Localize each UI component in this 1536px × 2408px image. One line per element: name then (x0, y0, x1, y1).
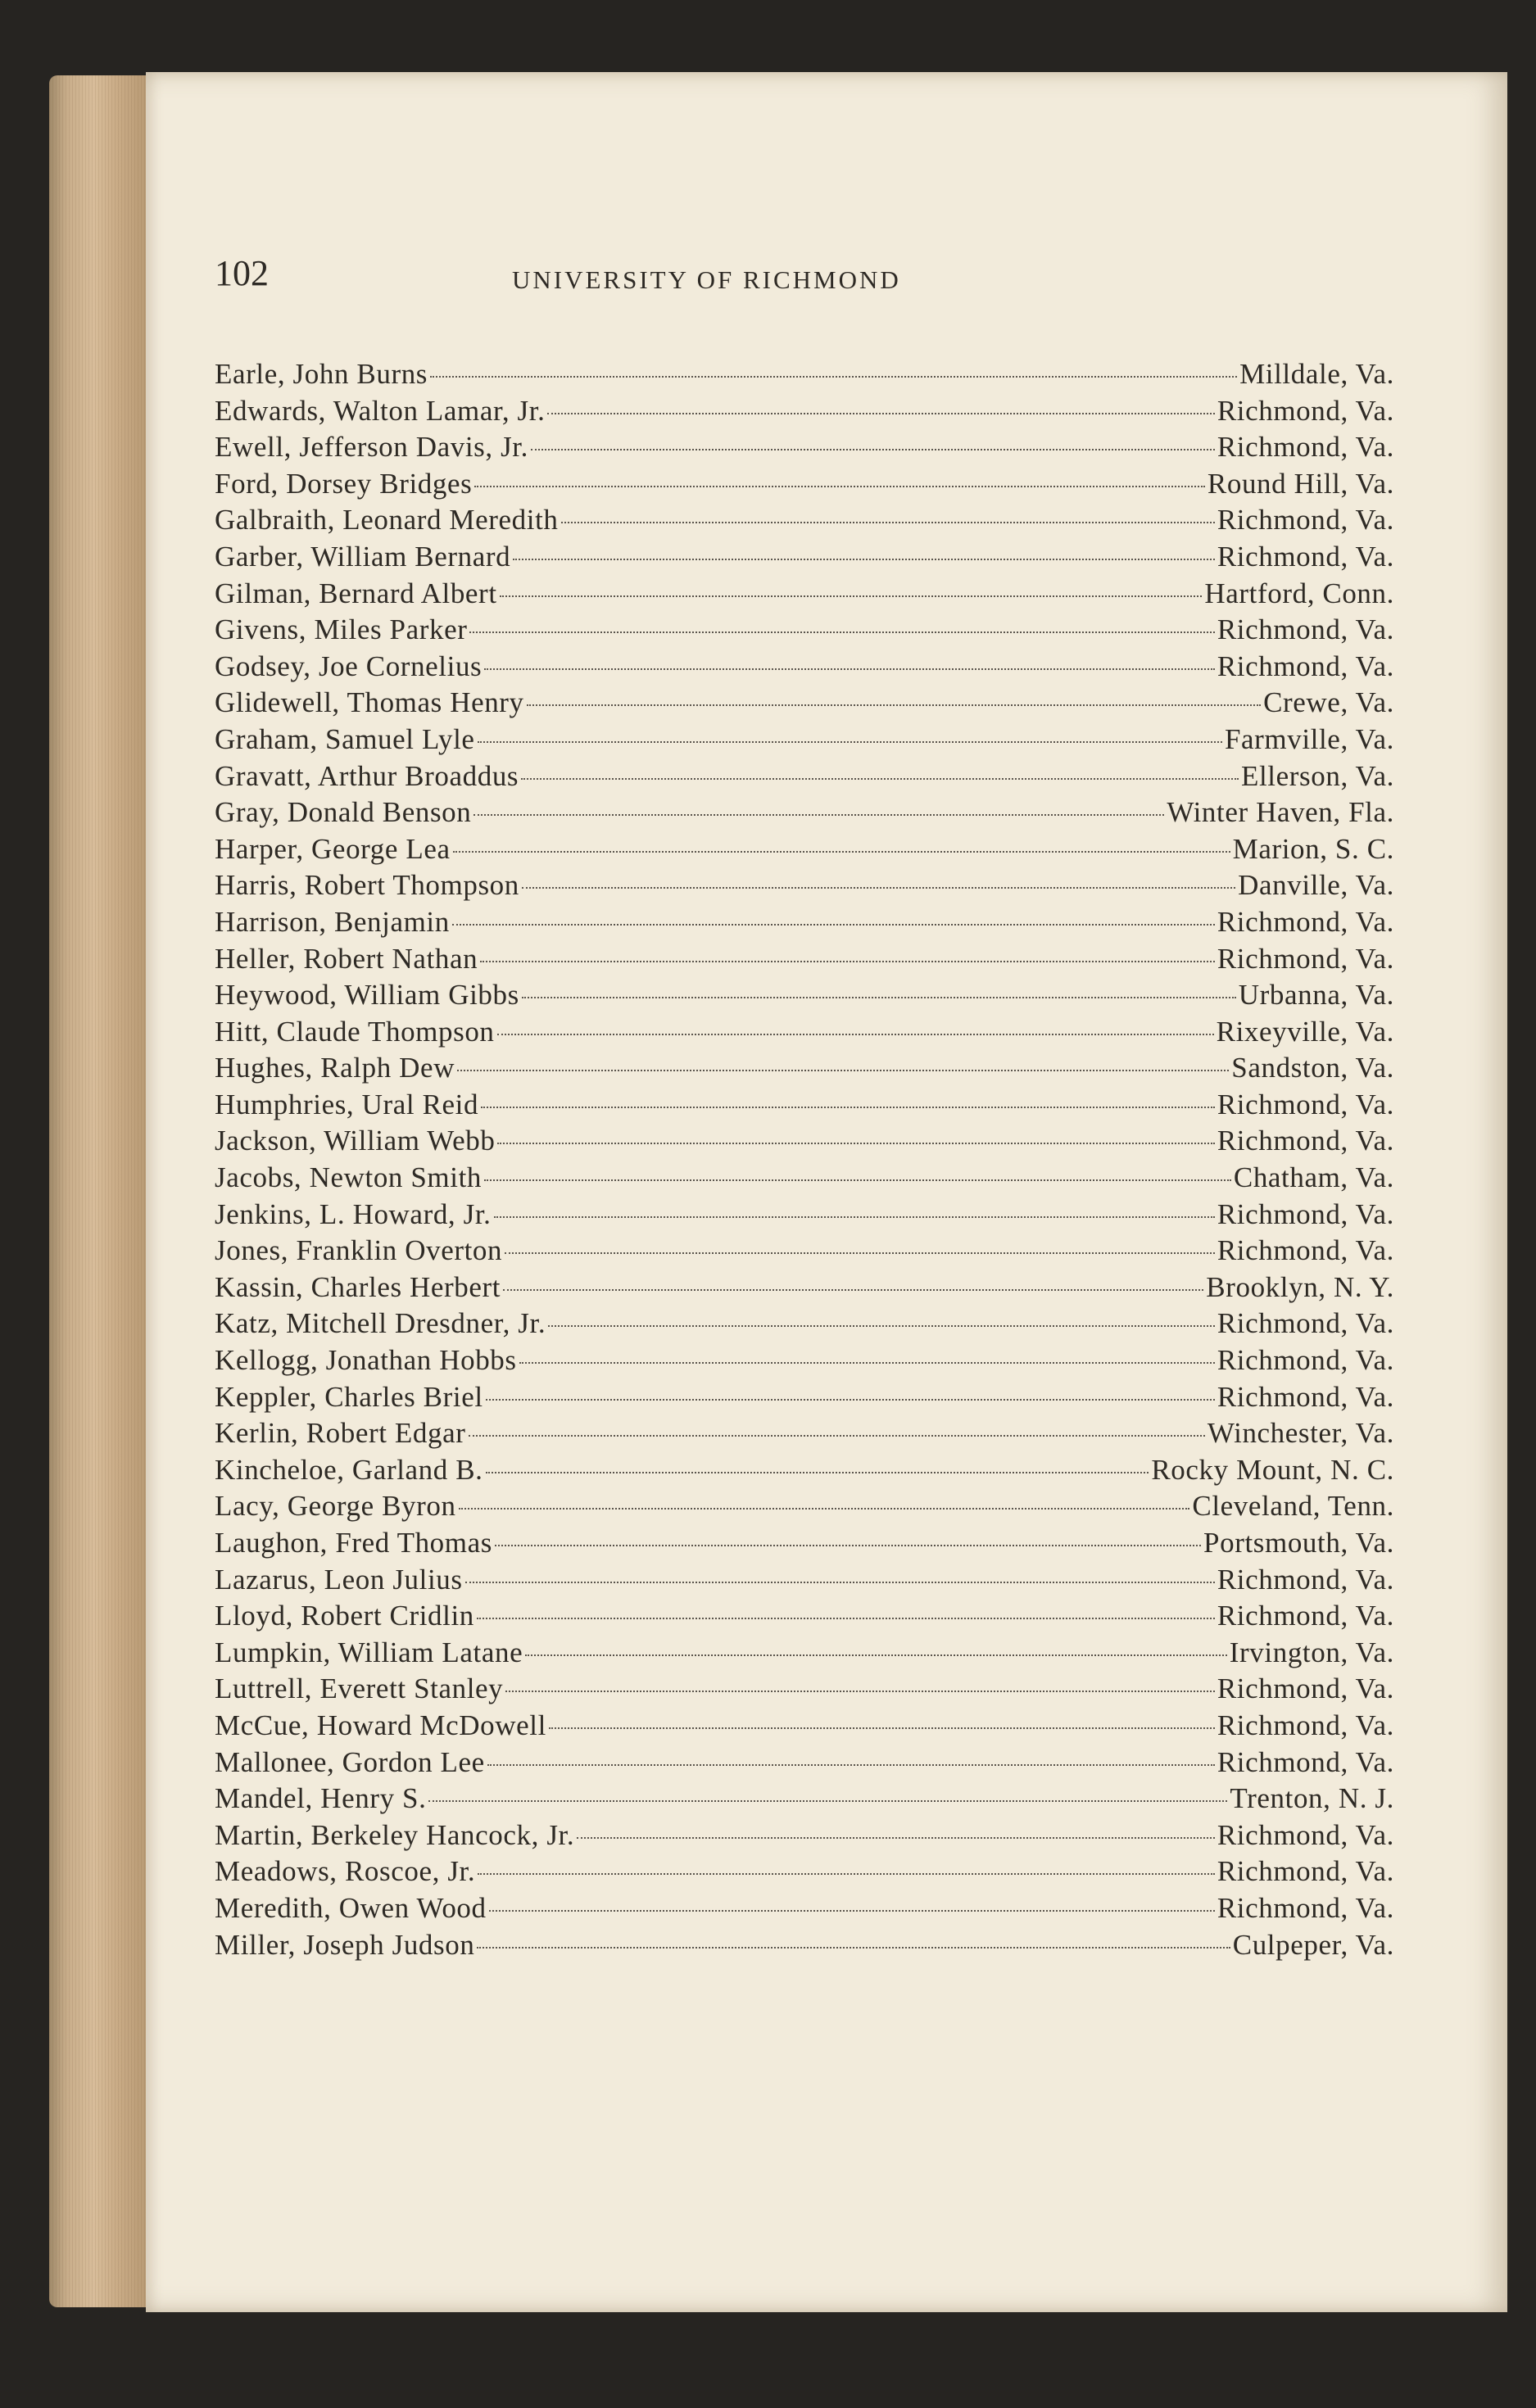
hometown: Urbanna, Va. (1238, 979, 1394, 1012)
student-name: Katz, Mitchell Dresdner, Jr. (215, 1307, 546, 1340)
student-name: Laughon, Fred Thomas (215, 1527, 492, 1559)
dot-leader (505, 1252, 1215, 1254)
student-name: Harrison, Benjamin (215, 905, 450, 938)
hometown: Richmond, Va. (1217, 942, 1394, 975)
hometown: Richmond, Va. (1217, 1600, 1394, 1632)
hometown: Brooklyn, N. Y. (1206, 1270, 1394, 1303)
dot-leader (474, 486, 1205, 487)
directory-entry (215, 650, 1394, 687)
student-name: Ewell, Jefferson Davis, Jr. (215, 431, 528, 464)
hometown: Richmond, Va. (1217, 613, 1394, 646)
hometown: Richmond, Va. (1217, 1672, 1394, 1705)
student-name: Humphries, Ural Reid (215, 1088, 479, 1120)
student-name: Gilman, Bernard Albert (215, 577, 497, 609)
hometown: Richmond, Va. (1217, 1307, 1394, 1340)
dot-leader (561, 522, 1215, 523)
hometown: Rocky Mount, N. C. (1151, 1453, 1394, 1486)
directory-entry (215, 468, 1394, 505)
directory-entry (215, 979, 1394, 1016)
student-name: Edwards, Walton Lamar, Jr. (215, 394, 546, 427)
directory-entry (215, 1929, 1394, 1966)
student-name: Godsey, Joe Cornelius (215, 650, 483, 682)
directory-entry (215, 577, 1394, 614)
student-name: Lumpkin, William Latane (215, 1636, 523, 1668)
directory-entry (215, 1344, 1394, 1381)
directory-entry (215, 869, 1394, 906)
directory-entry (215, 1672, 1394, 1709)
directory-entry (215, 1381, 1394, 1418)
directory-entry (215, 833, 1394, 870)
hometown: Culpeper, Va. (1232, 1928, 1394, 1961)
student-name: Lloyd, Robert Cridlin (215, 1600, 474, 1632)
dot-leader (457, 1070, 1229, 1071)
hometown: Richmond, Va. (1217, 650, 1394, 682)
hometown: Richmond, Va. (1217, 1234, 1394, 1267)
dot-leader (513, 559, 1215, 560)
directory-entry (215, 906, 1394, 943)
hometown: Round Hill, Va. (1207, 467, 1394, 500)
hometown: Chatham, Va. (1233, 1161, 1394, 1194)
hometown: Crewe, Va. (1263, 686, 1394, 719)
hometown: Trenton, N. J. (1230, 1782, 1394, 1815)
directory-entry (215, 1016, 1394, 1052)
student-name: Martin, Berkeley Hancock, Jr. (215, 1818, 575, 1851)
student-name: Miller, Joseph Judson (215, 1928, 475, 1961)
dot-leader (486, 1472, 1149, 1473)
student-name: Kellogg, Jonathan Hobbs (215, 1344, 517, 1377)
hometown: Richmond, Va. (1217, 1125, 1394, 1157)
hometown: Milldale, Va. (1239, 358, 1394, 390)
hometown: Richmond, Va. (1217, 1855, 1394, 1888)
dot-leader (521, 778, 1239, 780)
student-name: Harper, George Lea (215, 832, 451, 865)
student-name: Graham, Samuel Lyle (215, 722, 475, 755)
hometown: Richmond, Va. (1217, 1088, 1394, 1120)
running-head: UNIVERSITY OF RICHMOND (512, 265, 901, 294)
dot-leader (486, 1399, 1215, 1401)
directory-entry (215, 1527, 1394, 1564)
directory-entry (215, 1855, 1394, 1892)
student-name: Kerlin, Robert Edgar (215, 1417, 466, 1450)
student-name: Jenkins, L. Howard, Jr. (215, 1197, 492, 1230)
student-name: Hitt, Claude Thompson (215, 1015, 495, 1048)
student-name: Kincheloe, Garland B. (215, 1453, 483, 1486)
dot-leader (465, 1582, 1215, 1583)
student-name: Garber, William Bernard (215, 540, 511, 573)
dot-leader (549, 1727, 1215, 1729)
hometown: Richmond, Va. (1217, 1563, 1394, 1596)
hometown: Richmond, Va. (1217, 905, 1394, 938)
hometown: Marion, S. C. (1232, 832, 1394, 865)
hometown: Richmond, Va. (1217, 1197, 1394, 1230)
dot-leader (495, 1545, 1201, 1546)
hometown: Rixeyville, Va. (1216, 1015, 1394, 1048)
student-name: Mallonee, Gordon Lee (215, 1745, 485, 1778)
directory-entry (215, 613, 1394, 650)
student-name: Meadows, Roscoe, Jr. (215, 1855, 476, 1888)
directory-entry (215, 1198, 1394, 1235)
directory-entry (215, 943, 1394, 980)
directory-entry (215, 1746, 1394, 1783)
dot-leader (527, 704, 1261, 706)
hometown: Winter Haven, Fla. (1167, 796, 1394, 829)
student-name: Earle, John Burns (215, 358, 428, 390)
directory-entry (215, 1782, 1394, 1819)
book-page-edges (49, 75, 147, 2307)
directory-entry (215, 431, 1394, 468)
directory-entry (215, 1600, 1394, 1636)
directory-entry (215, 504, 1394, 541)
dot-leader (477, 1947, 1230, 1949)
hometown: Richmond, Va. (1217, 394, 1394, 427)
hometown: Portsmouth, Va. (1203, 1527, 1394, 1559)
student-name: McCue, Howard McDowell (215, 1709, 546, 1741)
dot-leader (478, 1873, 1215, 1875)
directory-entry (215, 1454, 1394, 1491)
directory-entry (215, 1564, 1394, 1600)
dot-leader (489, 1910, 1215, 1912)
hometown: Irvington, Va. (1229, 1636, 1394, 1668)
hometown: Cleveland, Tenn. (1192, 1490, 1394, 1523)
student-directory-list (215, 358, 1394, 1965)
dot-leader (484, 1179, 1231, 1181)
hometown: Richmond, Va. (1217, 540, 1394, 573)
student-name: Mandel, Henry S. (215, 1782, 427, 1815)
dot-leader (531, 449, 1215, 450)
dot-leader (500, 595, 1203, 597)
hometown: Richmond, Va. (1217, 504, 1394, 536)
dot-leader (481, 1107, 1215, 1108)
dot-leader (459, 1508, 1190, 1510)
dot-leader (478, 741, 1222, 743)
directory-entry (215, 1819, 1394, 1856)
directory-entry (215, 686, 1394, 723)
hometown: Richmond, Va. (1217, 1344, 1394, 1377)
student-name: Jones, Franklin Overton (215, 1234, 503, 1267)
hometown: Danville, Va. (1238, 869, 1394, 902)
hometown: Farmville, Va. (1224, 722, 1394, 755)
hometown: Richmond, Va. (1217, 431, 1394, 464)
directory-entry (215, 1636, 1394, 1673)
directory-entry (215, 358, 1394, 395)
dot-leader (428, 1800, 1227, 1802)
hometown: Winchester, Va. (1207, 1417, 1394, 1450)
directory-entry (215, 1307, 1394, 1344)
directory-entry (215, 760, 1394, 797)
hometown: Ellerson, Va. (1241, 759, 1394, 792)
directory-entry (215, 1052, 1394, 1089)
dot-leader (497, 1034, 1214, 1035)
dot-leader (505, 1691, 1215, 1692)
hometown: Richmond, Va. (1217, 1745, 1394, 1778)
directory-entry (215, 1709, 1394, 1746)
student-name: Kassin, Charles Herbert (215, 1270, 501, 1303)
dot-leader (577, 1837, 1215, 1839)
directory-entry (215, 796, 1394, 833)
dot-leader (525, 1654, 1227, 1656)
dot-leader (547, 413, 1214, 414)
dot-leader (522, 887, 1235, 889)
student-name: Meredith, Owen Wood (215, 1891, 487, 1924)
student-name: Jacobs, Newton Smith (215, 1161, 483, 1194)
student-name: Jackson, William Webb (215, 1125, 496, 1157)
dot-leader (452, 924, 1215, 926)
student-name: Gravatt, Arthur Broaddus (215, 759, 519, 792)
page-number: 102 (215, 253, 269, 293)
dot-leader (473, 814, 1164, 816)
dot-leader (519, 1362, 1215, 1364)
hometown: Sandston, Va. (1231, 1052, 1394, 1084)
directory-entry (215, 1892, 1394, 1929)
student-name: Glidewell, Thomas Henry (215, 686, 524, 719)
dot-leader (469, 631, 1214, 633)
student-name: Heywood, William Gibbs (215, 979, 519, 1012)
student-name: Lacy, George Byron (215, 1490, 456, 1523)
dot-leader (497, 1143, 1214, 1144)
hometown: Richmond, Va. (1217, 1709, 1394, 1741)
hometown: Richmond, Va. (1217, 1891, 1394, 1924)
dot-leader (477, 1618, 1215, 1619)
directory-entry (215, 395, 1394, 432)
dot-leader (469, 1435, 1205, 1437)
student-name: Ford, Dorsey Bridges (215, 467, 473, 500)
directory-entry (215, 723, 1394, 760)
student-name: Givens, Miles Parker (215, 613, 468, 646)
dot-leader (494, 1216, 1215, 1218)
hometown: Hartford, Conn. (1204, 577, 1394, 609)
student-name: Galbraith, Leonard Meredith (215, 504, 559, 536)
student-name: Hughes, Ralph Dew (215, 1052, 455, 1084)
directory-entry (215, 541, 1394, 577)
hometown: Richmond, Va. (1217, 1818, 1394, 1851)
dot-leader (430, 376, 1237, 378)
dot-leader (522, 997, 1236, 998)
directory-entry (215, 1271, 1394, 1308)
dot-leader (487, 1764, 1215, 1766)
dot-leader (484, 668, 1215, 670)
hometown: Richmond, Va. (1217, 1380, 1394, 1413)
directory-entry (215, 1089, 1394, 1125)
dot-leader (548, 1325, 1215, 1327)
student-name: Lazarus, Leon Julius (215, 1563, 463, 1596)
student-name: Harris, Robert Thompson (215, 869, 519, 902)
directory-entry (215, 1417, 1394, 1454)
student-name: Luttrell, Everett Stanley (215, 1672, 504, 1705)
directory-entry (215, 1125, 1394, 1161)
directory-entry (215, 1234, 1394, 1271)
student-name: Gray, Donald Benson (215, 796, 472, 829)
directory-entry (215, 1490, 1394, 1527)
dot-leader (453, 851, 1230, 853)
directory-entry (215, 1161, 1394, 1198)
dot-leader (503, 1289, 1203, 1291)
student-name: Heller, Robert Nathan (215, 942, 478, 975)
dot-leader (480, 961, 1215, 962)
student-name: Keppler, Charles Briel (215, 1380, 483, 1413)
